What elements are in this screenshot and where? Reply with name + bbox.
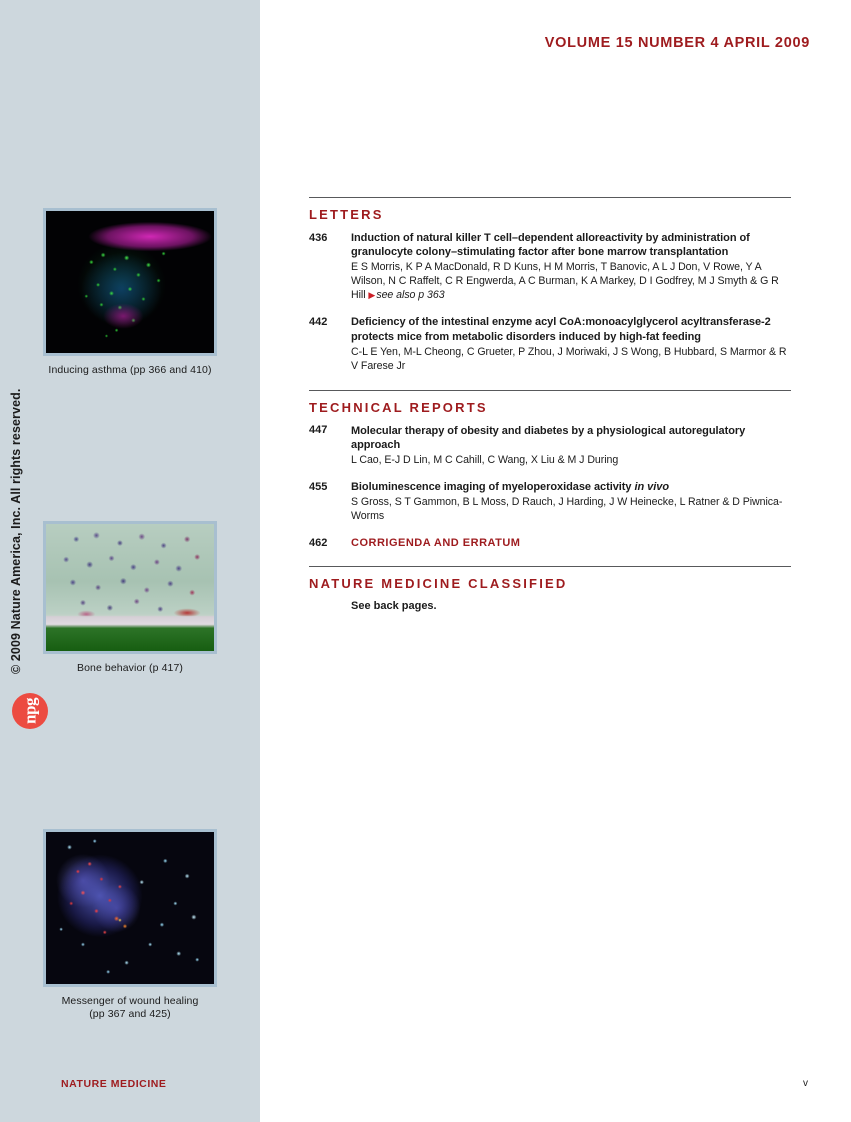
entry-page-number: 462 — [309, 536, 328, 549]
entry-title — [351, 480, 791, 494]
toc-entry[interactable] — [309, 536, 791, 550]
toc-entry[interactable] — [309, 315, 791, 372]
page-number: v — [803, 1078, 808, 1089]
figure-caption — [0, 995, 260, 1021]
npg-logo-text: npg — [20, 698, 40, 724]
entry-page-number: 455 — [309, 480, 328, 493]
entry-title-italic: in vivo — [634, 481, 669, 494]
entry-title-text: Bioluminescence imaging of myeloperoxidase activity — [351, 481, 635, 494]
brand-footer: NATURE MEDICINE — [61, 1078, 167, 1090]
figure-caption — [0, 662, 260, 675]
issue-line: VOLUME 15 NUMBER 4 APRIL 2009 — [544, 35, 810, 51]
toc-entry[interactable] — [309, 231, 791, 302]
micrograph-image — [46, 211, 214, 353]
figure-caption-line1: Inducing asthma (pp 366 and 410) — [48, 364, 212, 376]
main-column — [260, 0, 851, 1122]
triangle-right-icon: ▶ — [368, 290, 377, 301]
entry-authors — [351, 260, 791, 302]
figure-frame — [43, 521, 217, 654]
copyright-notice: © 2009 Nature America, Inc. All rights reserved. — [9, 388, 23, 674]
see-also-note[interactable] — [368, 289, 444, 301]
see-also-text: see also p 363 — [376, 289, 445, 302]
figure-frame — [43, 208, 217, 356]
entry-page-number: 442 — [309, 315, 328, 328]
entry-authors: C-L E Yen, M-L Cheong, C Grueter, P Zhou, J Moriwaki, J S Wong, B Hubbard, S Marmor & R V Farese Jr — [351, 345, 787, 372]
fluorescence-image — [46, 832, 214, 984]
entry-title: Deficiency of the intestinal enzyme acyl CoA:monoacylglycerol acyltransferase-2 protects mice from metabolic disorders induced by high-fat feeding — [351, 316, 771, 343]
section-heading-technical-reports: TECHNICAL REPORTS — [309, 399, 488, 415]
section-divider — [309, 197, 791, 198]
entry-page-number: 436 — [309, 231, 328, 244]
section-heading-letters: LETTERS — [309, 207, 384, 222]
left-sidebar — [0, 0, 260, 1122]
toc-entry[interactable] — [309, 480, 791, 523]
toc-entry[interactable] — [309, 424, 791, 467]
table-of-contents — [309, 197, 791, 612]
entry-page-number: 447 — [309, 424, 328, 437]
entry-authors-text: E S Morris, K P A MacDonald, R D Kuns, H M Morris, T Banovic, A L J Don, V Rowe, Y A Wilson, N C Raffelt, C R Engwerda, A C Burman, K A Markey, D I Godfrey, M J Smyth & G R Hill — [351, 261, 779, 302]
entry-title: Induction of natural killer T cell–dependent alloreactivity by administration of granulocyte colony–stimulating factor after bone marrow transplantation — [351, 232, 750, 259]
figure-caption-line1: Messenger of wound healing — [61, 995, 199, 1007]
section-divider — [309, 390, 791, 391]
histology-image — [46, 524, 214, 651]
figure-caption-line1: Bone behavior (p 417) — [76, 662, 183, 674]
section-divider — [309, 566, 791, 567]
figure-inducing-asthma — [0, 208, 260, 377]
figure-messenger-of-wound-healing — [0, 829, 260, 1021]
entry-authors: L Cao, E-J D Lin, M C Cahill, C Wang, X Liu & M J During — [351, 454, 619, 467]
classified-body-text: See back pages. — [351, 600, 437, 613]
section-heading-classified: NATURE MEDICINE CLASSIFIED — [309, 576, 568, 592]
figure-caption — [0, 364, 260, 377]
entry-title-corrigenda: CORRIGENDA AND ERRATUM — [351, 537, 521, 550]
figure-caption-line2: (pp 367 and 425) — [89, 1008, 171, 1020]
entry-authors: S Gross, S T Gammon, B L Moss, D Rauch, J Harding, J W Heinecke, L Ratner & D Piwnica-Worms — [351, 496, 783, 523]
entry-title: Molecular therapy of obesity and diabetes by a physiological autoregulatory approach — [351, 424, 746, 452]
figure-bone-behavior — [0, 521, 260, 675]
figure-frame — [43, 829, 217, 987]
npg-logo — [12, 693, 48, 729]
